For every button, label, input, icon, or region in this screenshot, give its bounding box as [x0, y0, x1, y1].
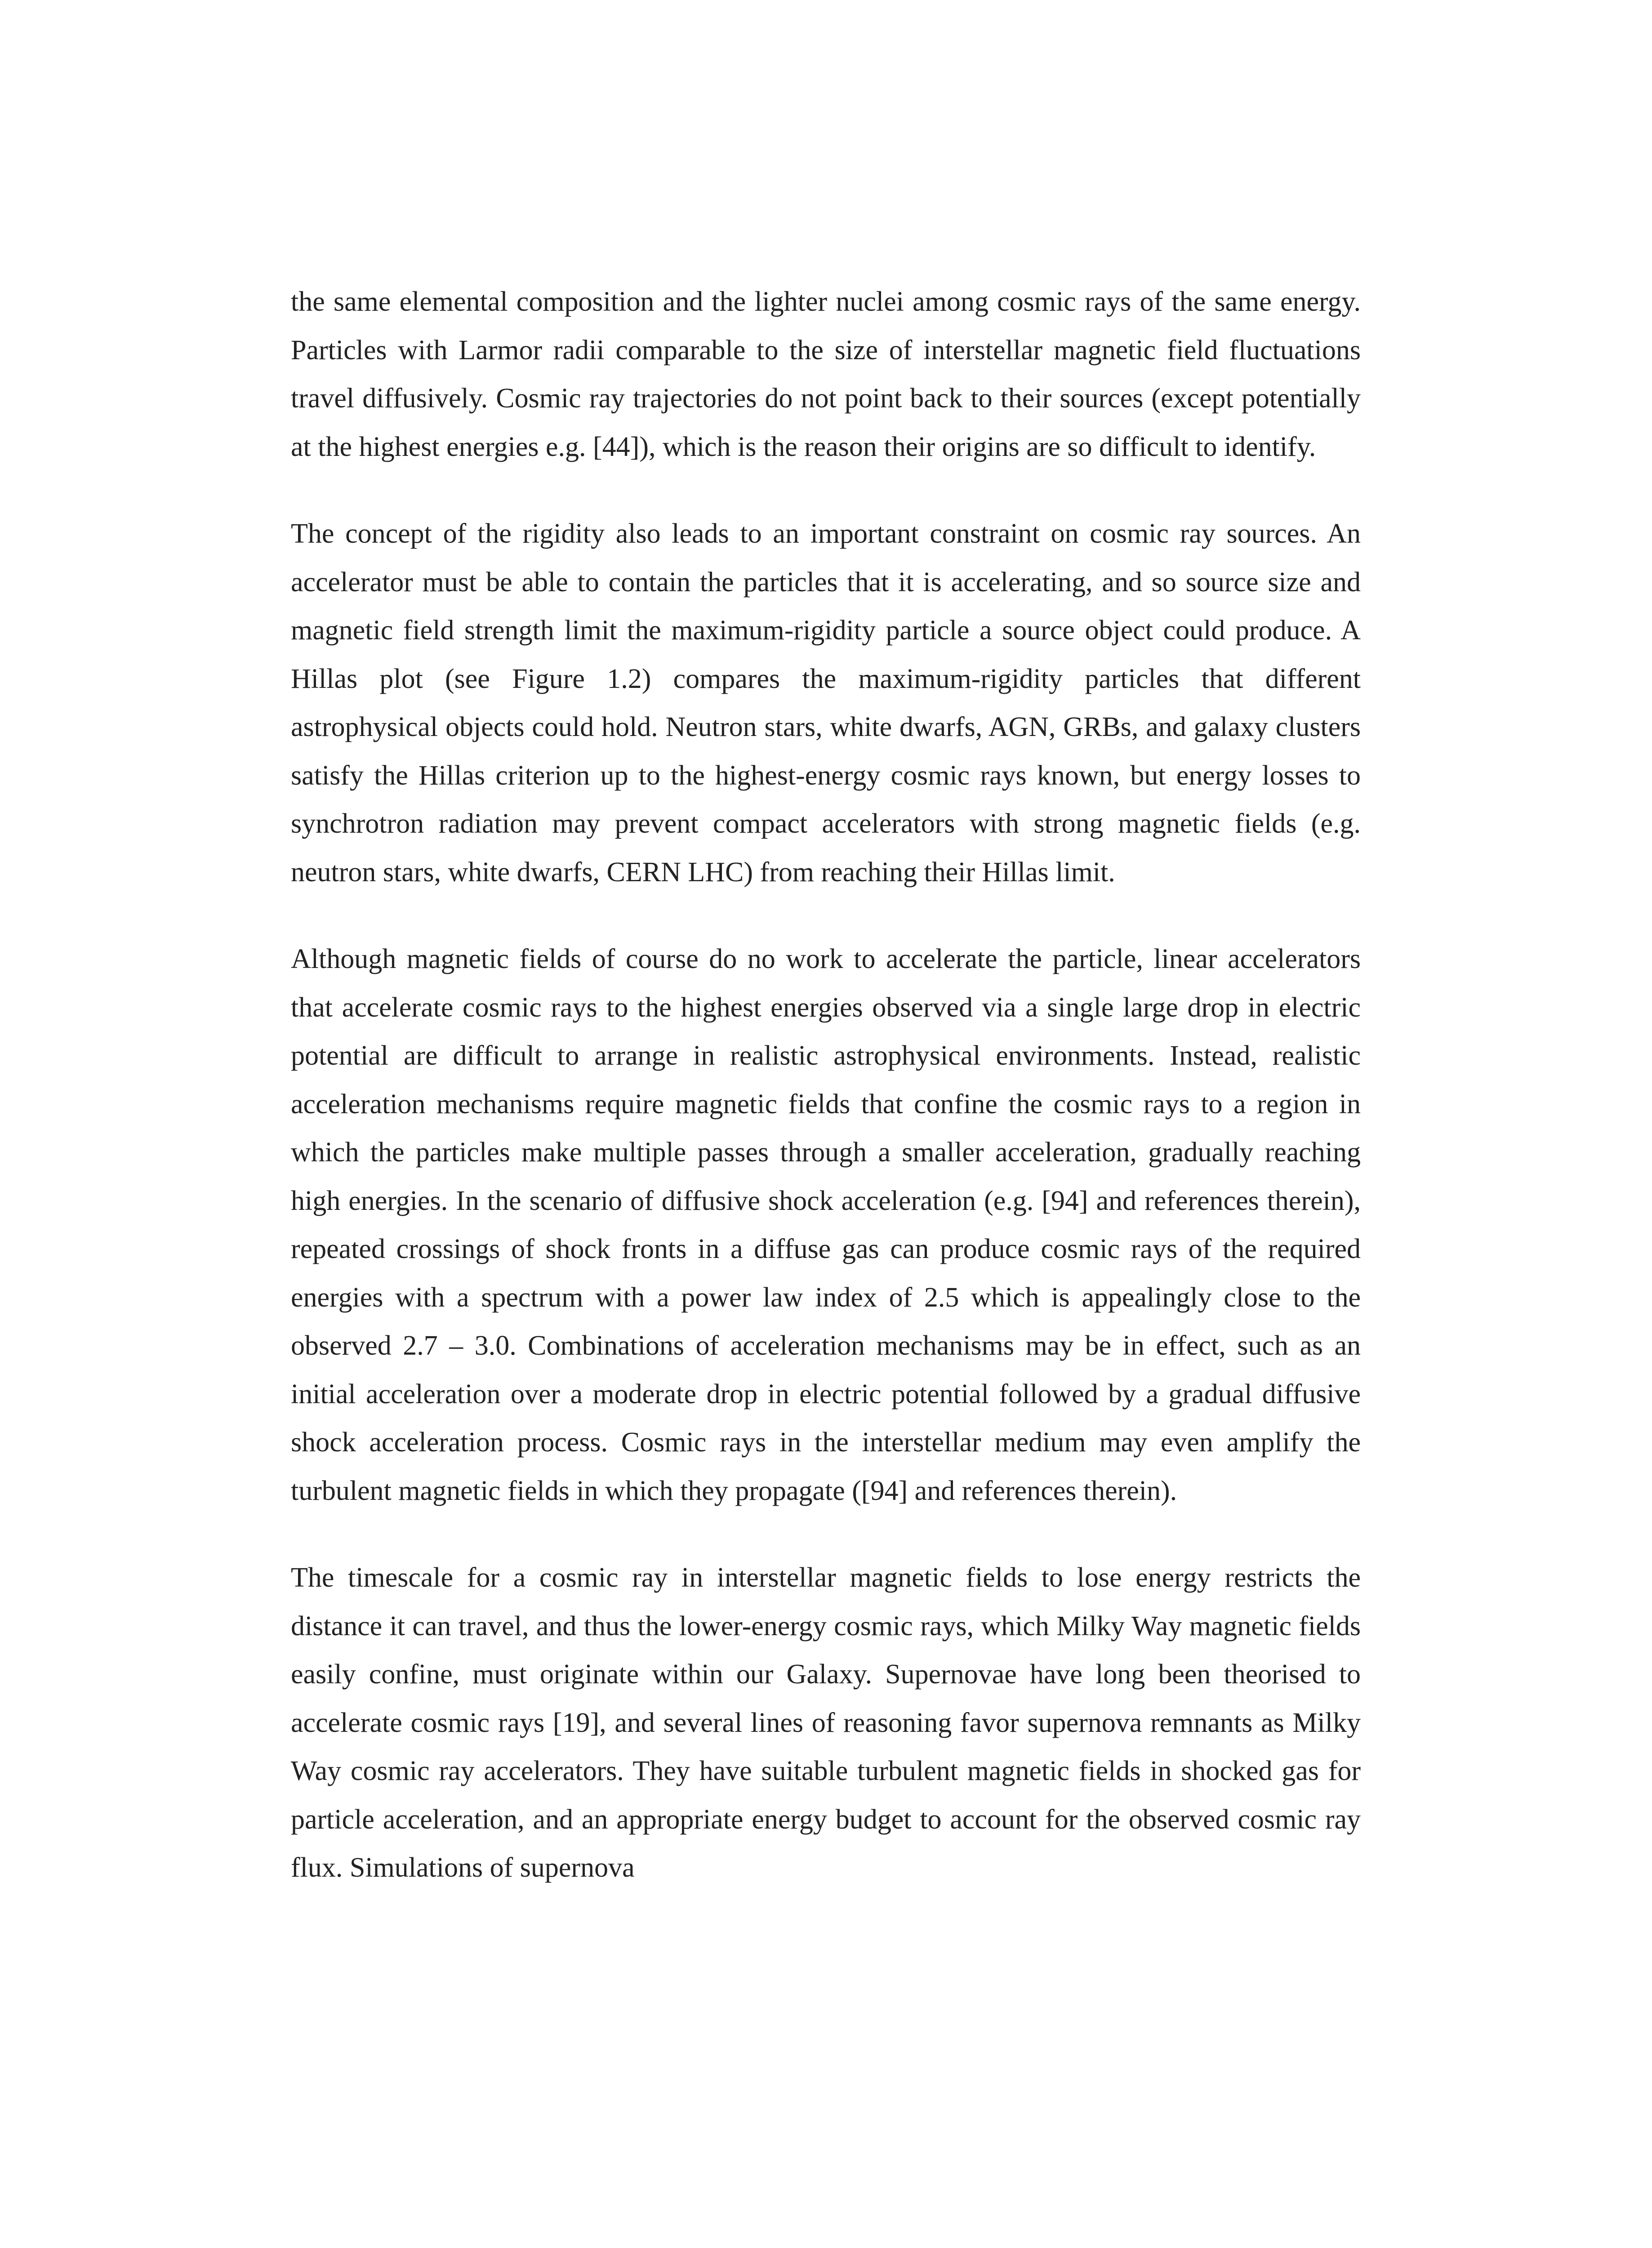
paragraph-2: The concept of the rigidity also leads to an important constraint on cosmic ray sources. An accelerator must be able to contain the particles that it is accelerating, and so source size and magnetic field strength limit the maximum-rigidity particle a source object could produce. A Hillas plot (see Figure 1.2) compares the maximum-rigidity particles that different astrophysical objects could hold. Neutron stars, white dwarfs, AGN, GRBs, and galaxy clusters satisfy the Hillas criterion up to the highest-energy cosmic rays known, but energy losses to synchrotron radiation may prevent compact accelerators with strong magnetic fields (e.g. neutron stars, white dwarfs, CERN LHC) from reaching their Hillas limit.	[291, 518, 1361, 888]
paragraph-4: The timescale for a cosmic ray in interstellar magnetic fields to lose energy restricts the distance it can travel, and thus the lower-energy cosmic rays, which Milky Way magnetic fields easily confine, must originate within our Galaxy. Supernovae have long been theorised to accelerate cosmic rays [19], and several lines of reasoning favor supernova remnants as Milky Way cosmic ray accelerators. They have suitable turbulent magnetic fields in shocked gas for particle acceleration, and an appropriate energy budget to account for the observed cosmic ray flux. Simulations of supernova	[291, 1562, 1361, 1883]
paragraph-1: the same elemental composition and the lighter nuclei among cosmic rays of the same energy. Particles with Larmor radii comparable to the size of interstellar magnetic field fluctuations travel diffusively. Cosmic ray trajectories do not point back to their sources (except potentially at the highest energies e.g. [44]), which is the reason their origins are so difficult to identify.	[291, 286, 1361, 462]
paragraph-3: Although magnetic fields of course do no work to accelerate the particle, linear accelerators that accelerate cosmic rays to the highest energies observed via a single large drop in electric potential are difficult to arrange in realistic astrophysical environments. Instead, realistic acceleration mechanisms require magnetic fields that confine the cosmic rays to a region in which the particles make multiple passes through a smaller acceleration, gradually reaching high energies. In the scenario of diffusive shock acceleration (e.g. [94] and references therein), repeated crossings of shock fronts in a diffuse gas can produce cosmic rays of the required energies with a spectrum with a power law index of 2.5 which is appealingly close to the observed 2.7 – 3.0. Combinations of acceleration mechanisms may be in effect, such as an initial acceleration over a moderate drop in electric potential followed by a gradual diffusive shock acceleration process. Cosmic rays in the interstellar medium may even amplify the turbulent magnetic fields in which they propagate ([94] and references therein).	[291, 944, 1361, 1506]
body-text	[291, 278, 1361, 1892]
